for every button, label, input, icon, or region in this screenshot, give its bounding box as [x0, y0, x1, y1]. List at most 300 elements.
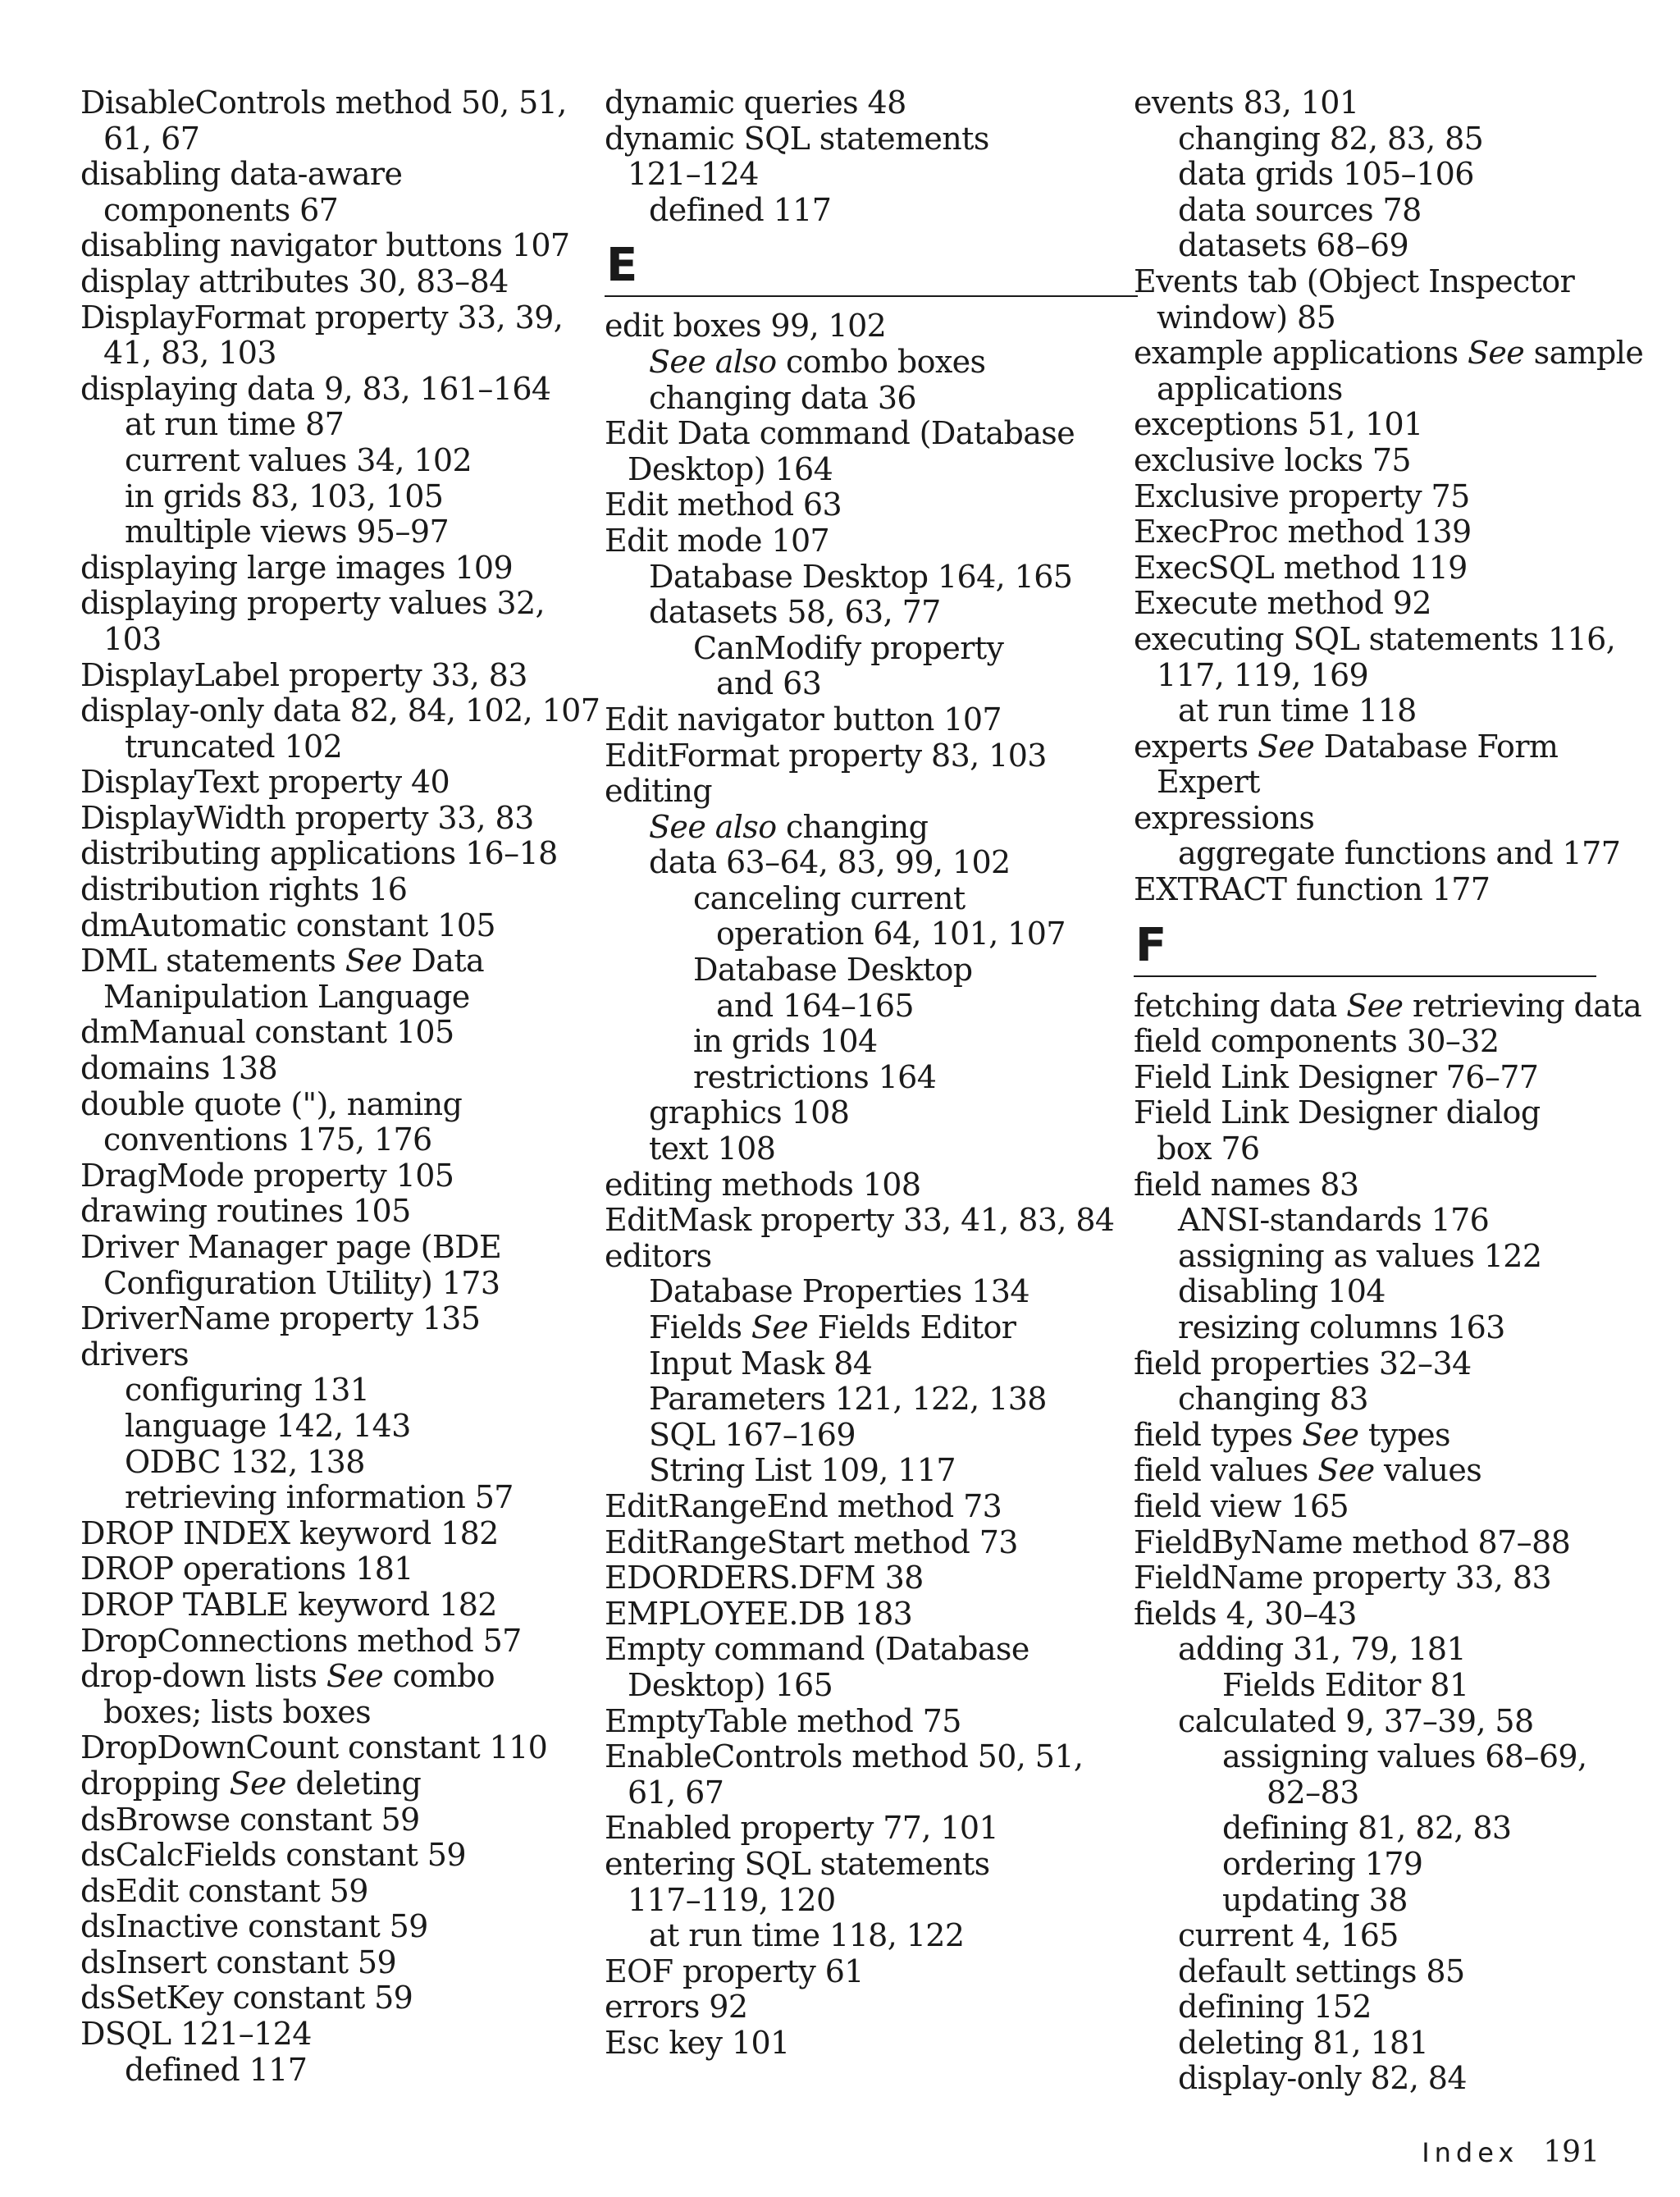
entry-target: values [1374, 1452, 1482, 1489]
entry-text: Fields [649, 1309, 751, 1345]
entry-text: dmManual constant 105 [80, 1014, 454, 1051]
index-subentry [1134, 765, 1634, 801]
index-entry [80, 943, 573, 980]
entry-text: Input Mask 84 [649, 1345, 873, 1382]
entry-text: dsSetKey constant 59 [80, 1980, 413, 2017]
entry-text: deleting 81, 181 [1178, 2024, 1429, 2061]
entry-target: types [1358, 1416, 1450, 1453]
entry-target: Data [401, 943, 485, 980]
entry-text: changing 82, 83, 85 [1178, 120, 1484, 157]
entry-text: DROP TABLE keyword 182 [80, 1586, 497, 1623]
index-entry [80, 1301, 573, 1337]
index-subentry [1134, 121, 1634, 158]
entry-text: configuring 131 [125, 1372, 370, 1409]
index-entry [1134, 1060, 1634, 1096]
entry-text: SQL 167–169 [649, 1416, 856, 1453]
index-subentry [605, 193, 1105, 229]
entry-text: defined 117 [125, 2051, 308, 2088]
index-subentry [605, 916, 1105, 952]
index-entry [80, 765, 573, 801]
index-entry [80, 2017, 573, 2053]
entry-text: errors 92 [605, 1989, 748, 2026]
section-letter: F [1135, 918, 1167, 972]
index-entry [1134, 264, 1634, 300]
entry-text: field names 83 [1134, 1166, 1359, 1203]
entry-text: double quote ("), naming [80, 1085, 463, 1122]
entry-text: Field Link Designer 76–77 [1134, 1058, 1539, 1095]
entry-text: DROP INDEX keyword 182 [80, 1514, 499, 1551]
entry-text: Events tab (Object Inspector [1134, 263, 1575, 299]
entry-text: display attributes 30, 83–84 [80, 263, 509, 299]
index-entry [1134, 729, 1634, 765]
index-entry [80, 692, 600, 729]
index-subentry [1134, 1632, 1634, 1668]
entry-text: dsEdit constant 59 [80, 1872, 368, 1909]
index-entry [80, 1051, 573, 1087]
index-entry [1134, 1596, 1634, 1633]
index-entry [80, 1730, 573, 1766]
cross-reference: See [751, 1309, 809, 1345]
index-subentry [605, 595, 1105, 631]
entry-text: DragMode property 105 [80, 1157, 454, 1194]
index-subentry [605, 631, 1105, 667]
section-rule [1134, 975, 1596, 977]
entry-text: field components 30–32 [1134, 1023, 1500, 1060]
index-subentry [605, 452, 1105, 488]
entry-text: restrictions 164 [693, 1058, 937, 1095]
entry-text: String List 109, 117 [649, 1452, 956, 1489]
index-column-1 [80, 84, 600, 2088]
entry-target: combo boxes [776, 343, 986, 380]
index-subentry [80, 479, 573, 515]
entry-text: expressions [1134, 799, 1315, 836]
entry-text: dsCalcFields constant 59 [80, 1837, 466, 1874]
index-entry [605, 1704, 1105, 1740]
entry-text: conventions 175, 176 [103, 1121, 432, 1158]
index-entry [605, 121, 1105, 158]
index-subentry [605, 1382, 1105, 1418]
entry-text: entering SQL statements [605, 1845, 990, 1882]
entry-text: box 76 [1157, 1130, 1260, 1167]
index-subentry [605, 560, 1105, 596]
index-subentry [1134, 693, 1634, 729]
index-subentry [1134, 2061, 1634, 2097]
entry-text: drop-down lists [80, 1658, 326, 1695]
entry-text: calculated 9, 37–39, 58 [1178, 1702, 1534, 1739]
entry-text: aggregate functions and 177 [1178, 835, 1621, 872]
entry-text: Empty command (Database [605, 1631, 1029, 1668]
index-subentry [605, 1095, 1105, 1131]
cross-reference: See also [649, 808, 777, 845]
index-entry [80, 1230, 573, 1266]
entry-text: in grids 104 [693, 1023, 878, 1060]
index-entry [605, 1239, 1105, 1275]
index-entry [1134, 1453, 1634, 1489]
entry-text: resizing columns 163 [1178, 1309, 1505, 1345]
entry-text: Enabled property 77, 101 [605, 1810, 999, 1847]
index-entry [1134, 1560, 1634, 1596]
index-entry [80, 586, 573, 622]
entry-text: EditRangeStart method 73 [605, 1523, 1018, 1560]
cross-reference: See [326, 1658, 384, 1695]
index-subentry [80, 1122, 573, 1158]
entry-text: EditFormat property 83, 103 [605, 737, 1047, 774]
entry-text: DisableControls method 50, 51, [80, 84, 567, 121]
entry-text: in grids 83, 103, 105 [125, 477, 444, 514]
index-entry [80, 1659, 573, 1695]
entry-text: language 142, 143 [125, 1407, 411, 1444]
entry-text: editing methods 108 [605, 1166, 921, 1203]
entry-text: dropping [80, 1765, 230, 1802]
entry-text: applications [1157, 370, 1343, 407]
entry-text: field properties 32–34 [1134, 1345, 1472, 1382]
entry-text: ExecProc method 139 [1134, 514, 1472, 550]
index-subentry [605, 1668, 1105, 1704]
entry-text: fetching data [1134, 987, 1347, 1024]
footer-section-label: Index [1422, 2137, 1519, 2168]
entry-text: dmAutomatic constant 105 [80, 907, 495, 943]
index-entry [80, 1766, 573, 1802]
entry-text: DisplayText property 40 [80, 764, 450, 801]
entry-text: drawing routines 105 [80, 1193, 411, 1230]
entry-text: data 63–64, 83, 99, 102 [649, 844, 1011, 881]
index-subentry [605, 1346, 1105, 1382]
index-entry [1134, 514, 1634, 550]
entry-target: combo [383, 1658, 495, 1695]
index-subentry [605, 1131, 1105, 1167]
entry-text: and 63 [716, 665, 822, 702]
entry-text: truncated 102 [125, 728, 343, 765]
entry-text: DROP operations 181 [80, 1551, 413, 1587]
entry-text: Esc key 101 [605, 2024, 790, 2061]
entry-text: 103 [103, 620, 162, 657]
index-entry [605, 1596, 1105, 1633]
entry-text: Fields Editor 81 [1222, 1666, 1469, 1703]
entry-text: ODBC 132, 138 [125, 1443, 365, 1480]
section-heading [1134, 908, 1634, 980]
entry-text: EMPLOYEE.DB 183 [605, 1595, 913, 1632]
page-number: 191 [1543, 2135, 1600, 2169]
index-entry [80, 1802, 573, 1838]
entry-text: 41, 83, 103 [103, 335, 276, 372]
index-subentry [605, 1883, 1105, 1919]
index-subentry [1134, 157, 1634, 193]
index-entry [80, 1194, 573, 1230]
index-entry [1134, 550, 1634, 587]
index-subentry [1134, 1811, 1634, 1847]
index-subentry [605, 1024, 1105, 1060]
index-entry [80, 1624, 573, 1660]
entry-text: and 164–165 [716, 987, 914, 1024]
index-subentry [605, 845, 1105, 881]
index-entry [605, 487, 1105, 523]
entry-text: Expert [1157, 764, 1260, 801]
entry-text: data sources 78 [1178, 191, 1422, 228]
index-subentry [80, 729, 573, 765]
entry-text: Edit Data command (Database [605, 415, 1075, 452]
entry-target: deleting [285, 1765, 422, 1802]
entry-text: exclusive locks 75 [1134, 441, 1411, 478]
entry-text: FieldName property 33, 83 [1134, 1560, 1552, 1596]
index-entry [80, 1087, 573, 1123]
index-subentry [1134, 193, 1634, 229]
page-footer [1422, 2136, 1600, 2169]
index-entry [605, 1811, 1105, 1847]
cross-reference: See [1317, 1452, 1375, 1489]
index-entry [80, 872, 573, 908]
entry-text: ExecSQL method 119 [1134, 549, 1468, 586]
entry-text: Edit mode 107 [605, 522, 830, 559]
index-subentry [605, 157, 1105, 193]
entry-text: Desktop) 164 [628, 450, 833, 487]
index-entry [1134, 1418, 1634, 1454]
entry-text: example applications [1134, 335, 1468, 372]
index-entry [80, 1158, 573, 1194]
entry-text: current 4, 165 [1178, 1917, 1399, 1954]
entry-text: datasets 68–69 [1178, 227, 1409, 264]
entry-target: Database Form [1314, 728, 1559, 765]
entry-text: EmptyTable method 75 [605, 1702, 961, 1739]
index-entry [605, 1525, 1105, 1561]
index-subentry [605, 810, 1105, 846]
index-subentry [1134, 372, 1634, 408]
index-subentry [605, 1775, 1105, 1811]
entry-text: text 108 [649, 1130, 776, 1167]
entry-text: field types [1134, 1416, 1303, 1453]
entry-text: changing data 36 [649, 379, 916, 416]
entry-text: Field Link Designer dialog [1134, 1094, 1541, 1131]
entry-text: Parameters 121, 122, 138 [649, 1381, 1047, 1418]
entry-text: Edit method 63 [605, 486, 842, 523]
index-entry [605, 1167, 1105, 1204]
index-entry [605, 523, 1105, 560]
entry-target: sample [1524, 335, 1644, 372]
index-subentry [1134, 836, 1634, 872]
entry-text: drivers [80, 1336, 189, 1373]
index-entry [80, 157, 573, 193]
index-subentry [80, 980, 573, 1016]
cross-reference: See [345, 943, 402, 980]
entry-text: edit boxes 99, 102 [605, 308, 887, 345]
index-entry [1134, 1095, 1634, 1131]
entry-text: assigning as values 122 [1178, 1237, 1542, 1274]
index-entry [80, 1874, 573, 1910]
entry-text: 61, 67 [103, 120, 200, 157]
index-subentry [1134, 1131, 1634, 1167]
index-entry [1134, 1346, 1634, 1382]
entry-text: experts [1134, 728, 1258, 765]
index-entry [1134, 586, 1634, 622]
index-column-3 [1134, 84, 1644, 2097]
index-subentry [605, 1310, 1105, 1346]
index-subentry [1134, 1883, 1634, 1919]
cross-reference: See [1302, 1416, 1359, 1453]
entry-text: multiple views 95–97 [125, 514, 450, 550]
entry-text: Database Desktop [693, 952, 973, 989]
section-rule [605, 295, 1138, 297]
entry-text: updating 38 [1222, 1881, 1408, 1918]
index-subentry [605, 952, 1105, 989]
index-entry [80, 1516, 573, 1552]
index-subentry [605, 1453, 1105, 1489]
index-subentry [605, 1918, 1105, 1954]
index-subentry [1134, 1239, 1634, 1275]
entry-text: Database Desktop 164, 165 [649, 558, 1073, 595]
index-subentry [1134, 1704, 1634, 1740]
index-subentry [1134, 1274, 1634, 1310]
index-entry [80, 836, 573, 872]
index-entry [605, 1560, 1105, 1596]
index-entry [1134, 1525, 1634, 1561]
entry-text: executing SQL statements 116, [1134, 620, 1616, 657]
index-entry [1134, 987, 1642, 1025]
index-subentry [80, 622, 573, 658]
index-subentry [1134, 1954, 1634, 1990]
index-subentry [1134, 1989, 1634, 2026]
index-entry [80, 1838, 573, 1874]
entry-target: retrieving data [1403, 987, 1642, 1024]
index-entry [80, 1337, 573, 1373]
entry-text: Driver Manager page (BDE [80, 1229, 502, 1265]
index-subentry [80, 1695, 573, 1731]
entry-text: exceptions 51, 101 [1134, 406, 1423, 443]
index-subentry [1134, 1310, 1634, 1346]
index-entry [80, 908, 573, 944]
entry-text: Database Properties 134 [649, 1273, 1029, 1310]
index-subentry [80, 121, 573, 158]
entry-text: FieldByName method 87–88 [1134, 1523, 1571, 1560]
index-entry [605, 774, 1105, 810]
entry-text: DSQL 121–124 [80, 2016, 312, 2053]
index-subentry [1134, 1739, 1634, 1775]
index-entry [605, 1202, 1115, 1239]
index-entry [1134, 407, 1634, 443]
entry-text: Desktop) 165 [628, 1666, 833, 1703]
index-subentry [1134, 1775, 1634, 1811]
index-entry [605, 308, 1105, 345]
entry-text: at run time 118, 122 [649, 1917, 965, 1954]
cross-reference: See [1467, 335, 1525, 372]
entry-text: default settings 85 [1178, 1953, 1465, 1989]
entry-text: 82–83 [1267, 1774, 1359, 1811]
index-entry [605, 702, 1105, 738]
entry-text: editing [605, 773, 712, 810]
entry-text: ordering 179 [1222, 1845, 1423, 1882]
index-entry [605, 85, 1105, 121]
index-entry [605, 738, 1105, 774]
index-entry [605, 1489, 1105, 1525]
index-subentry [605, 381, 1105, 417]
entry-text: EditRangeEnd method 73 [605, 1487, 1002, 1524]
entry-text: EXTRACT function 177 [1134, 871, 1491, 908]
entry-text: dsInsert constant 59 [80, 1944, 397, 1980]
index-subentry [605, 345, 1105, 381]
entry-text: boxes; lists boxes [103, 1693, 371, 1730]
entry-text: DisplayFormat property 33, 39, [80, 299, 564, 336]
index-subentry [1134, 2026, 1634, 2062]
entry-text: ANSI-standards 176 [1178, 1202, 1490, 1239]
entry-text: DisplayWidth property 33, 83 [80, 799, 534, 836]
index-entry [80, 264, 573, 300]
entry-text: domains 138 [80, 1050, 278, 1087]
entry-text: Exclusive property 75 [1134, 477, 1470, 514]
index-entry [80, 1587, 573, 1624]
entry-text: fields 4, 30–43 [1134, 1595, 1357, 1632]
index-entry [1134, 335, 1644, 372]
index-entry [80, 1551, 573, 1587]
entry-text: editors [605, 1237, 712, 1274]
index-subentry [1134, 1382, 1634, 1418]
index-subentry [80, 1373, 573, 1409]
index-entry [80, 1909, 573, 1945]
index-subentry [80, 336, 573, 372]
index-subentry [605, 1418, 1105, 1454]
index-entry [605, 2026, 1105, 2062]
entry-text: defining 152 [1178, 1989, 1372, 2026]
index-subentry [80, 1480, 573, 1516]
entry-text: EOF property 61 [605, 1953, 864, 1989]
index-subentry [80, 443, 573, 479]
index-subentry [1134, 300, 1634, 336]
entry-text: DropConnections method 57 [80, 1622, 522, 1659]
entry-text: canceling current [693, 879, 966, 916]
entry-text: field values [1134, 1452, 1318, 1489]
entry-text: DML statements [80, 943, 345, 980]
entry-text: Configuration Utility) 173 [103, 1264, 500, 1301]
index-entry [1134, 1167, 1634, 1204]
entry-text: distribution rights 16 [80, 871, 408, 908]
entry-text: DropDownCount constant 110 [80, 1729, 548, 1766]
index-entry [80, 372, 573, 408]
section-heading [605, 228, 1105, 300]
entry-text: display-only 82, 84 [1178, 2060, 1467, 2097]
entry-text: disabling 104 [1178, 1273, 1386, 1310]
entry-text: field view 165 [1134, 1487, 1349, 1524]
index-entry [605, 1847, 1105, 1883]
index-entry [605, 1954, 1105, 1990]
entry-text: Execute method 92 [1134, 585, 1431, 622]
index-subentry [605, 1060, 1105, 1096]
index-entry [80, 85, 573, 121]
entry-text: Manipulation Language [103, 978, 470, 1015]
entry-text: display-only data 82, 84, 102, 107 [80, 692, 600, 729]
index-entry [80, 300, 573, 336]
index-entry [1134, 85, 1634, 121]
index-column-2 [605, 84, 1115, 2061]
entry-text: graphics 108 [649, 1094, 850, 1131]
entry-text: at run time 118 [1178, 692, 1417, 729]
entry-text: data grids 105–106 [1178, 156, 1474, 193]
cross-reference: See [1346, 987, 1404, 1024]
index-subentry [605, 881, 1105, 917]
entry-text: EDORDERS.DFM 38 [605, 1560, 924, 1596]
index-subentry [1134, 658, 1634, 694]
entry-text: Edit navigator button 107 [605, 701, 1002, 738]
cross-reference: See also [649, 343, 777, 380]
index-subentry [80, 193, 573, 229]
index-subentry [1134, 1847, 1634, 1883]
entry-text: assigning values 68–69, [1222, 1738, 1587, 1775]
index-entry [1134, 1489, 1634, 1525]
index-subentry [605, 666, 1105, 702]
entry-text: EnableControls method 50, 51, [605, 1738, 1084, 1775]
index-entry [605, 1739, 1105, 1775]
index-subentry [80, 2053, 573, 2089]
index-entry [80, 1945, 573, 1981]
entry-text: operation 64, 101, 107 [716, 916, 1066, 952]
cross-reference: See [1257, 728, 1315, 765]
entry-text: 121–124 [628, 156, 759, 193]
